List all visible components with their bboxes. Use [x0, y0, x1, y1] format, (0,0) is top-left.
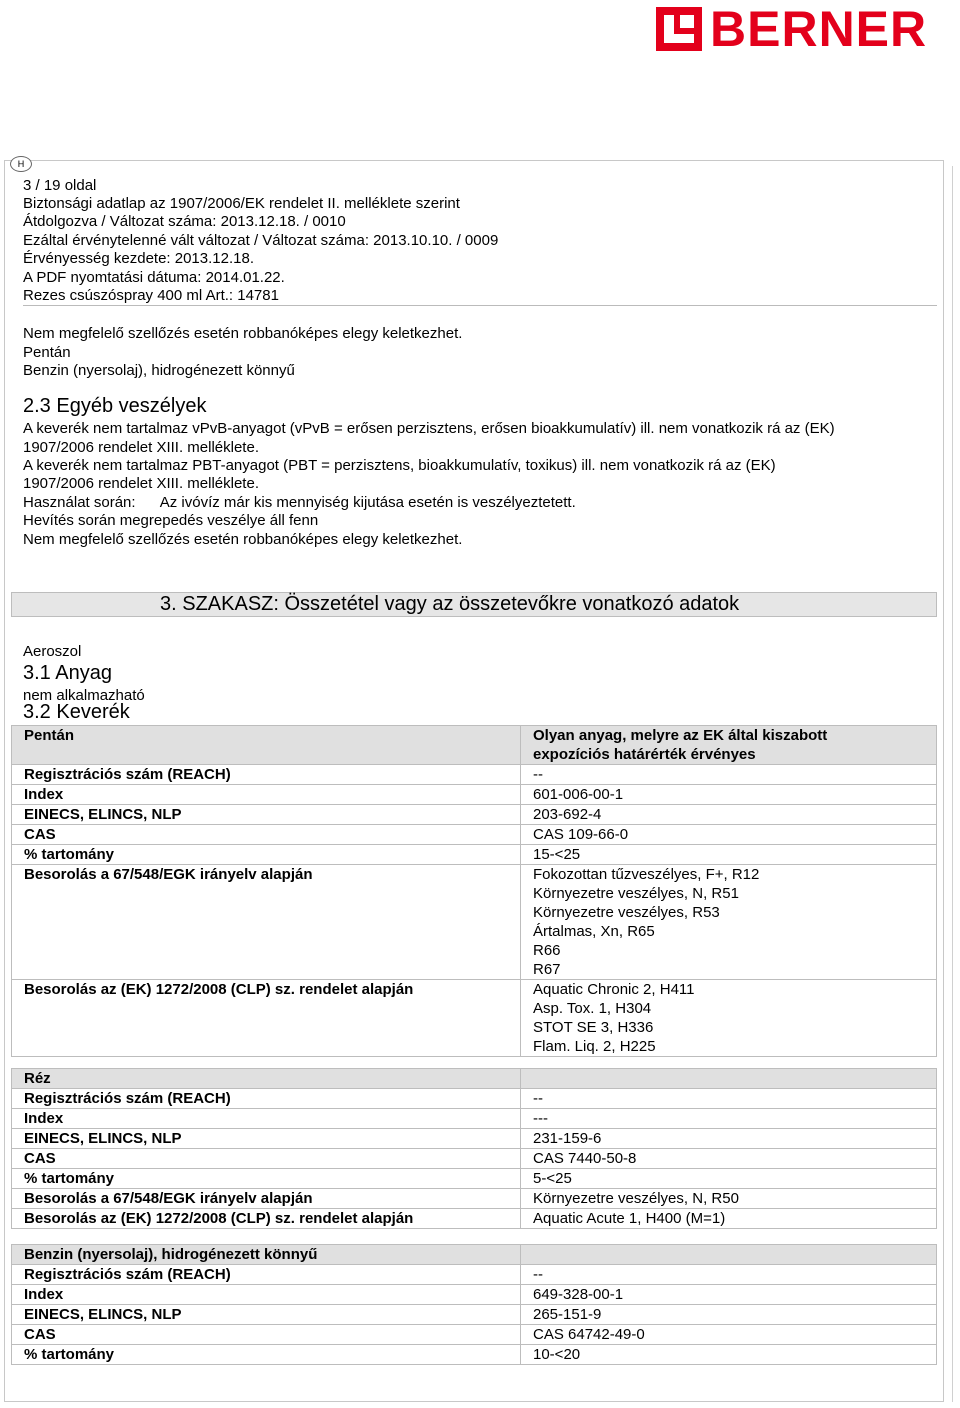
row-value [521, 805, 937, 825]
section-2-3-line: 1907/2006 rendelet XIII. melléklete. [23, 439, 259, 456]
row-label: CAS [12, 1149, 521, 1169]
aerosol-label: Aeroszol [23, 643, 82, 660]
subsection-3-1-title: 3.1 Anyag [23, 662, 112, 684]
row-label: Besorolás az (EK) 1272/2008 (CLP) sz. rendelet alapján [12, 980, 521, 1057]
row-value-line: Aquatic Acute 1, H400 (M=1) [533, 1210, 726, 1227]
revision-info: Átdolgozva / Változat száma: 2013.12.18. / 0010 [23, 213, 346, 230]
row-value-line: STOT SE 3, H336 [533, 1019, 654, 1036]
substance-table-pentane [11, 725, 937, 1057]
row-value [521, 1265, 937, 1285]
row-value [521, 1109, 937, 1129]
table-header-row [12, 1069, 937, 1089]
table-row [12, 1325, 937, 1345]
row-label: Regisztrációs szám (REACH) [12, 1265, 521, 1285]
row-value-line: 203-692-4 [533, 806, 602, 823]
row-value [521, 1305, 937, 1325]
header-divider [23, 305, 937, 306]
table-row [12, 845, 937, 865]
brand-name: BERNER [710, 1, 928, 57]
valid-from: Érvényesség kezdete: 2013.12.18. [23, 250, 254, 267]
substance-name: Pentán [12, 726, 521, 765]
row-value-line: Aquatic Chronic 2, H411 [533, 981, 695, 998]
table-row [12, 805, 937, 825]
row-value-line: Környezetre veszélyes, R53 [533, 904, 720, 921]
table-row [12, 865, 937, 980]
table-row [12, 1305, 937, 1325]
row-value-line: 10-<20 [533, 1346, 581, 1363]
row-value [521, 765, 937, 785]
sds-regulation: Biztonsági adatlap az 1907/2006/EK rendelet II. melléklete szerint [23, 195, 460, 212]
row-value-line: CAS 64742-49-0 [533, 1326, 645, 1343]
row-value [521, 1345, 937, 1365]
section-3-title: 3. SZAKASZ: Összetétel vagy az összetevőkre vonatkozó adatok [160, 593, 740, 615]
table-row [12, 1109, 937, 1129]
row-value-line: --- [533, 1110, 548, 1127]
row-value-line: CAS 109-66-0 [533, 826, 629, 843]
table-row [12, 1149, 937, 1169]
row-value-line: -- [533, 1266, 543, 1283]
row-value [521, 1129, 937, 1149]
table-row [12, 1169, 937, 1189]
table-row [12, 1265, 937, 1285]
intro-line: Nem megfelelő szellőzés esetén robbanóképes elegy keletkezhet. [23, 325, 463, 342]
substance-name: Réz [12, 1069, 521, 1089]
row-label: Index [12, 785, 521, 805]
row-label: Besorolás a 67/548/EGK irányelv alapján [12, 865, 521, 980]
section-2-3-line: Használat során: Az ivóvíz már kis mennyiség kijutása esetén is veszélyeztetett. [23, 494, 576, 511]
table-row [12, 1209, 937, 1229]
row-label: CAS [12, 1325, 521, 1345]
substance-note [521, 726, 937, 765]
row-label: EINECS, ELINCS, NLP [12, 805, 521, 825]
country-badge: H [10, 156, 32, 172]
row-value-line: Környezetre veszélyes, N, R50 [533, 1190, 739, 1207]
row-value-line: -- [533, 1090, 543, 1107]
row-label: Index [12, 1109, 521, 1129]
table-row [12, 765, 937, 785]
row-value-line: 265-151-9 [533, 1306, 602, 1323]
substance-table-naphtha [11, 1244, 937, 1365]
berner-logo [652, 1, 958, 57]
row-value-line: R67 [533, 961, 561, 978]
row-value-line: Flam. Liq. 2, H225 [533, 1038, 656, 1055]
section-2-3-line: A keverék nem tartalmaz PBT-anyagot (PBT = perzisztens, bioakkumulatív, toxikus) ill. nem vonatkozik rá az (EK) [23, 457, 776, 474]
section-2-3-line: A keverék nem tartalmaz vPvB-anyagot (vPvB = erősen perzisztens, erősen bioakkumulatív) ill. nem vonatkozik rá az (EK) [23, 420, 835, 437]
row-value [521, 1325, 937, 1345]
row-label: Index [12, 1285, 521, 1305]
row-label: Regisztrációs szám (REACH) [12, 765, 521, 785]
row-value [521, 865, 937, 980]
row-value-line: Környezetre veszélyes, N, R51 [533, 885, 739, 902]
substance-table-copper [11, 1068, 937, 1229]
row-value-line: 5-<25 [533, 1170, 572, 1187]
table-row [12, 1285, 937, 1305]
product-name: Rezes csúszóspray 400 ml Art.: 14781 [23, 287, 279, 304]
row-value [521, 1149, 937, 1169]
row-value-line: 649-328-00-1 [533, 1286, 624, 1303]
substance-note [521, 1245, 937, 1265]
table-row [12, 825, 937, 845]
row-label: CAS [12, 825, 521, 845]
pdf-print-date: A PDF nyomtatási dátuma: 2014.01.22. [23, 269, 285, 286]
row-value-line: 601-006-00-1 [533, 786, 624, 803]
intro-line: Pentán [23, 344, 71, 361]
row-value [521, 785, 937, 805]
substance-name: Benzin (nyersolaj), hidrogénezett könnyű [12, 1245, 521, 1265]
subsection-3-2-title: 3.2 Keverék [23, 701, 130, 723]
page-number: 3 / 19 oldal [23, 177, 97, 194]
section-2-3-title: 2.3 Egyéb veszélyek [23, 395, 207, 417]
row-value [521, 1285, 937, 1305]
row-label: % tartomány [12, 1345, 521, 1365]
table-header-row [12, 1245, 937, 1265]
intro-line: Benzin (nyersolaj), hidrogénezett könnyű [23, 362, 295, 379]
row-label: Besorolás a 67/548/EGK irányelv alapján [12, 1189, 521, 1209]
table-header-row [12, 726, 937, 765]
row-value [521, 1189, 937, 1209]
row-label: Besorolás az (EK) 1272/2008 (CLP) sz. rendelet alapján [12, 1209, 521, 1229]
row-label: EINECS, ELINCS, NLP [12, 1305, 521, 1325]
berner-logo-mark-icon [656, 7, 702, 51]
substance-note [521, 1069, 937, 1089]
table-row [12, 785, 937, 805]
row-value-line: Fokozottan tűzveszélyes, F+, R12 [533, 866, 760, 883]
row-value-line: R66 [533, 942, 561, 959]
subsection-3-1-value: nem alkalmazható [23, 687, 145, 704]
row-value [521, 1209, 937, 1229]
row-value-line: Asp. Tox. 1, H304 [533, 1000, 652, 1017]
page-frame-shadow [944, 166, 953, 1402]
table-row [12, 980, 937, 1057]
row-value [521, 1089, 937, 1109]
row-label: EINECS, ELINCS, NLP [12, 1129, 521, 1149]
row-value-line: 231-159-6 [533, 1130, 602, 1147]
row-value-line: 15-<25 [533, 846, 581, 863]
row-value [521, 1169, 937, 1189]
row-value [521, 825, 937, 845]
table-row [12, 1129, 937, 1149]
table-row [12, 1345, 937, 1365]
section-2-3-line: Nem megfelelő szellőzés esetén robbanóképes elegy keletkezhet. [23, 531, 463, 548]
table-row [12, 1089, 937, 1109]
substance-note-line: Olyan anyag, melyre az EK által kiszabott [533, 727, 828, 744]
row-label: % tartomány [12, 1169, 521, 1189]
row-value-line: CAS 7440-50-8 [533, 1150, 637, 1167]
substance-note-line: expozíciós határérték érvényes [533, 746, 756, 763]
row-value [521, 845, 937, 865]
row-value-line: Ártalmas, Xn, R65 [533, 923, 655, 940]
row-value [521, 980, 937, 1057]
superseded-version: Ezáltal érvénytelenné vált változat / Változat száma: 2013.10.10. / 0009 [23, 232, 499, 249]
section-2-3-line: 1907/2006 rendelet XIII. melléklete. [23, 475, 259, 492]
row-value-line: -- [533, 766, 543, 783]
section-2-3-line: Hevítés során megrepedés veszélye áll fenn [23, 512, 319, 529]
row-label: Regisztrációs szám (REACH) [12, 1089, 521, 1109]
table-row [12, 1189, 937, 1209]
row-label: % tartomány [12, 845, 521, 865]
